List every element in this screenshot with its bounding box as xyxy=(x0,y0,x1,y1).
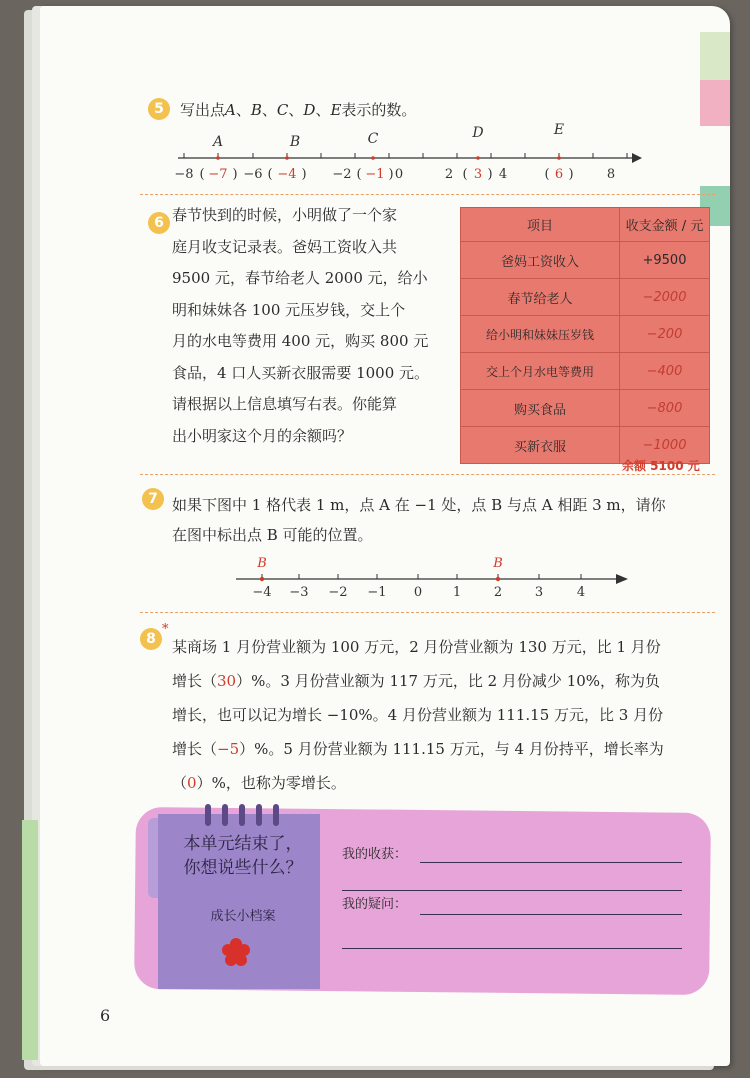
table-row xyxy=(461,242,710,279)
table-cell-item: 春节给老人 xyxy=(461,279,620,316)
balance-answer: 余额 5100 元 xyxy=(622,459,700,473)
page-number: 6 xyxy=(100,1006,111,1025)
separator: 、 xyxy=(235,101,251,119)
table-row xyxy=(461,353,710,390)
tick-label: 8 xyxy=(606,167,616,182)
paren: ) xyxy=(568,167,574,182)
table-cell-amount: −1000 xyxy=(620,427,710,464)
tick-label: −8 xyxy=(174,167,194,182)
gain-label: 我的收获： xyxy=(342,847,408,862)
tick-label: 3 xyxy=(534,585,544,600)
tick-label: −2 xyxy=(328,585,348,600)
q8-text: ）%。3 月份营业额为 117 万元，比 2 月份减少 10%，称为负 xyxy=(236,672,661,690)
q5-prefix: 写出点 xyxy=(180,101,226,119)
question-number-badge: 8 xyxy=(140,628,162,650)
separator: 、 xyxy=(261,101,277,119)
point-label-e: E xyxy=(553,122,565,138)
q8-answer-2: −5 xyxy=(217,740,240,758)
q6-line: 9500 元，春节给老人 2000 元，给小 xyxy=(172,269,428,287)
question-number-badge: 7 xyxy=(142,488,164,510)
answer-e: 6 xyxy=(554,167,564,182)
paren: ( xyxy=(267,167,273,182)
section-divider xyxy=(140,612,715,613)
q5-suffix: 表示的数。 xyxy=(341,101,417,119)
card-title-line: 本单元结束了， xyxy=(183,834,303,854)
table-cell-item: 给小明和妹妹压岁钱 xyxy=(461,316,620,353)
q8-text: ）%，也称为零增长。 xyxy=(196,774,346,792)
question-label: 我的疑问： xyxy=(342,897,408,912)
q5-point-label: B xyxy=(250,101,262,119)
table-header: 收支金额 / 元 xyxy=(620,208,710,242)
table-row xyxy=(461,390,710,427)
q6-line: 食品，4 口人买新衣服需要 1000 元。 xyxy=(172,363,430,382)
tick-label: 4 xyxy=(498,167,508,182)
q5-point-label: D xyxy=(303,101,316,119)
q8-text: 增长（ xyxy=(172,672,218,690)
q8-text: （ xyxy=(172,774,188,792)
point-label-b: B xyxy=(289,134,301,150)
q6-line: 出小明家这个月的余额吗？ xyxy=(172,426,353,445)
table-cell-item: 交上个月水电等费用 xyxy=(461,353,620,390)
tick-label: −4 xyxy=(252,585,272,600)
question-number-badge: 5 xyxy=(148,98,170,120)
paren: ) xyxy=(388,167,394,182)
green-page-edge xyxy=(22,820,38,1060)
q8-text: ）%。5 月份营业额为 111.15 万元，与 4 月份持平，增长率为 xyxy=(239,740,664,758)
table-cell-amount: −200 xyxy=(620,316,710,353)
tick-label: 2 xyxy=(444,167,454,182)
flower-icon xyxy=(220,936,252,968)
question-number-badge: 6 xyxy=(148,212,170,234)
separator: 、 xyxy=(288,101,304,119)
binder-ring-icon xyxy=(205,804,211,826)
table-cell-item: 买新衣服 xyxy=(461,427,620,464)
writing-line[interactable] xyxy=(342,948,682,949)
tick-label: −1 xyxy=(367,585,387,600)
point-label-a: A xyxy=(212,134,224,150)
tick-label: 1 xyxy=(452,585,462,600)
q6-line: 明和妹妹各 100 元压岁钱，交上个 xyxy=(172,300,406,319)
q7-line: 如果下图中 1 格代表 1 m，点 A 在 −1 处，点 B 与点 A 相距 3 m，请你 xyxy=(172,496,666,514)
section-divider xyxy=(140,474,715,475)
answer-c: −1 xyxy=(365,167,385,182)
q5-point-label: C xyxy=(276,101,289,119)
binder-ring-icon xyxy=(239,804,245,826)
q8-line xyxy=(172,664,717,698)
paren: ( xyxy=(544,167,550,182)
answer-b: −4 xyxy=(277,167,297,182)
paren: ( xyxy=(199,167,205,182)
q8-line xyxy=(172,766,717,800)
card-subtitle: 成长小档案 xyxy=(210,909,276,924)
paren: ( xyxy=(462,167,468,182)
tick-label: 0 xyxy=(413,585,423,600)
point-label-c: C xyxy=(367,131,379,147)
card-title-line: 你想说些什么？ xyxy=(183,858,303,878)
writing-line[interactable] xyxy=(420,914,682,915)
binder-ring-icon xyxy=(256,804,262,826)
table-cell-amount: −2000 xyxy=(620,279,710,316)
tick-label: −6 xyxy=(243,167,263,182)
q6-line: 请根据以上信息填写右表。你能算 xyxy=(172,395,398,413)
binder-ring-icon xyxy=(273,804,279,826)
q7-number-line xyxy=(232,552,632,604)
page-tab-edge xyxy=(700,80,730,126)
table-row xyxy=(461,279,710,316)
tick-label: 4 xyxy=(576,585,586,600)
q5-point-label: A xyxy=(225,101,236,119)
table-cell-item: 购买食品 xyxy=(461,390,620,427)
tick-label: 2 xyxy=(493,585,503,600)
paren: ) xyxy=(232,167,238,182)
paren: ( xyxy=(356,167,362,182)
optional-star: * xyxy=(162,622,169,637)
table-cell-amount: −400 xyxy=(620,353,710,390)
table-cell-amount: −800 xyxy=(620,390,710,427)
q7-line: 在图中标出点 B 可能的位置。 xyxy=(172,526,373,544)
answer-a: −7 xyxy=(208,167,228,182)
q6-line: 月的水电等费用 400 元，购买 800 元 xyxy=(172,332,429,350)
q8-answer-1: 30 xyxy=(217,672,237,690)
q8-line: 增长，也可以记为增长 −10%。4 月份营业额为 111.15 万元，比 3 月份 xyxy=(172,706,664,724)
q6-prompt xyxy=(172,200,462,452)
point-b-label: B xyxy=(493,556,503,571)
card-title xyxy=(168,832,318,880)
table-cell-amount: +9500 xyxy=(620,242,710,279)
q8-line: 某商场 1 月份营业额为 100 万元，2 月份营业额为 130 万元，比 1 月份 xyxy=(172,638,661,656)
table-header: 项目 xyxy=(461,208,620,242)
binder-ring-icon xyxy=(222,804,228,826)
section-divider xyxy=(140,194,715,195)
paren: ) xyxy=(301,167,307,182)
paren: ) xyxy=(487,167,493,182)
q8-answer-3: 0 xyxy=(187,774,197,792)
q8-text: 增长（ xyxy=(172,740,218,758)
tick-label: −2 xyxy=(332,167,352,182)
point-b-mark xyxy=(496,577,500,581)
q5-number-line xyxy=(170,118,650,184)
separator: 、 xyxy=(315,101,331,119)
q5-prompt xyxy=(180,99,416,120)
table-cell-item: 爸妈工资收入 xyxy=(461,242,620,279)
writing-line[interactable] xyxy=(420,862,682,863)
answer-d: 3 xyxy=(473,167,483,182)
page-tab-edge xyxy=(700,32,730,80)
tick-label: −3 xyxy=(289,585,309,600)
q6-line: 庭月收支记录表。爸妈工资收入共 xyxy=(172,237,398,256)
q8-line xyxy=(172,732,717,766)
q8-prompt xyxy=(172,630,717,800)
point-label-d: D xyxy=(472,125,484,141)
income-expense-table xyxy=(460,207,710,464)
q5-point-label: E xyxy=(330,101,342,119)
point-b-label: B xyxy=(257,556,267,571)
table-row xyxy=(461,316,710,353)
table-header-row xyxy=(461,208,710,242)
tick-label: 0 xyxy=(394,167,404,182)
writing-line[interactable] xyxy=(342,890,682,891)
q6-line: 春节快到的时候，小明做了一个家 xyxy=(172,206,398,224)
point-b-mark xyxy=(260,577,264,581)
